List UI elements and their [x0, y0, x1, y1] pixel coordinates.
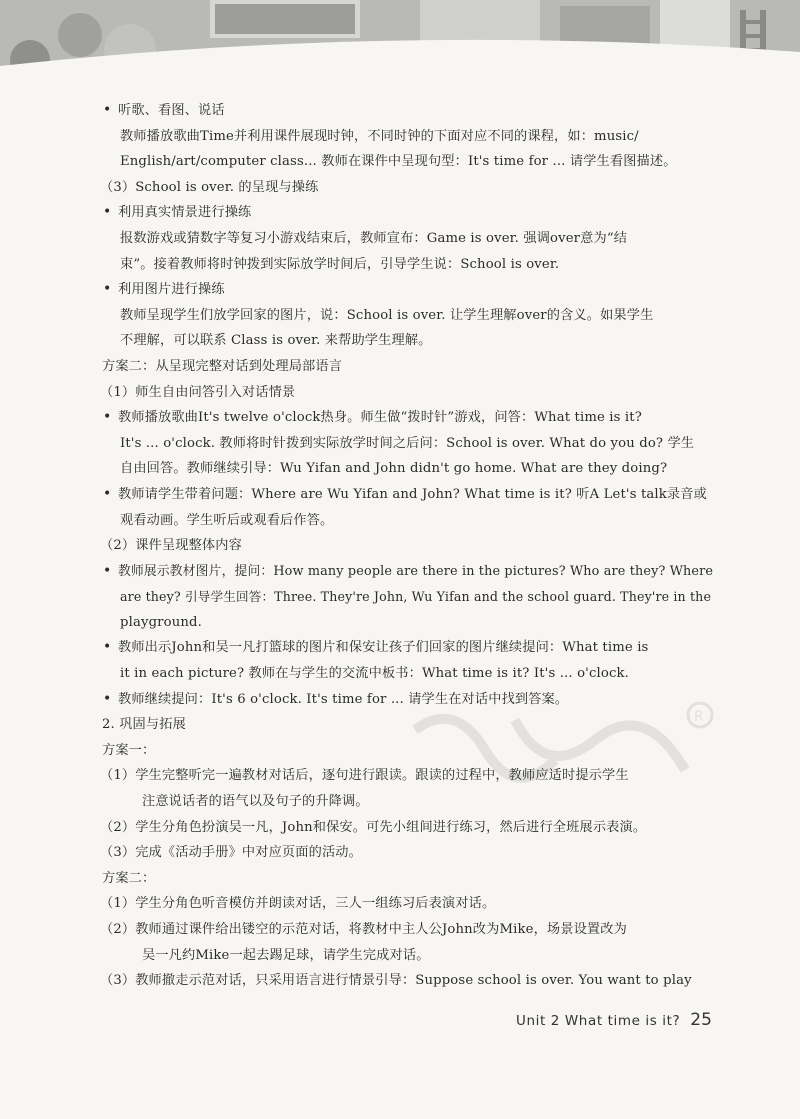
bullet-item: • 教师出示John和吴一凡打篮球的图片和保安让孩子们回家的图片继续提问：What time is — [100, 635, 714, 661]
classroom-illustration-icon — [0, 0, 800, 78]
numbered-item: （2）学生分角色扮演吴一凡，John和保安。可先小组间进行练习，然后进行全班展示表演。 — [100, 819, 647, 835]
numbered-heading: （3）School is over. 的呈现与操练 — [100, 179, 319, 195]
paragraph-line: English/art/computer class... 教师在课件中呈现句型：It's time for ... 请学生看图描述。 — [120, 154, 677, 170]
numbered-item: （3）完成《活动手册》中对应页面的活动。 — [100, 845, 362, 861]
bullet-item: • 教师继续提问：It's 6 o'clock. It's time for ... 请学生在对话中找到答案。 — [100, 687, 714, 713]
bullet-item: • 教师请学生带着问题：Where are Wu Yifan and John? What time is it? 听A Let's talk录音或 — [100, 482, 714, 508]
page-body — [100, 98, 714, 994]
paragraph-line: are they? 引导学生回答：Three. They're John, Wu Yifan and the school guard. They're in the — [120, 589, 712, 605]
plan-heading: 方案一： — [102, 742, 156, 758]
paragraph-line: 教师呈现学生们放学回家的图片，说：School is over. 让学生理解over的含义。如果学生 — [120, 307, 654, 323]
numbered-heading: （1）师生自由问答引入对话情景 — [100, 384, 296, 400]
paragraph-line: 观看动画。学生听后或观看后作答。 — [120, 512, 334, 528]
svg-text:R: R — [694, 709, 704, 725]
paragraph-line: playground. — [120, 614, 202, 630]
page-footer — [516, 1010, 712, 1030]
paragraph-line: It's ... o'clock. 教师将时针拨到实际放学时间之后问：School is over. What do you do? 学生 — [120, 435, 695, 451]
plan-heading: 方案二： — [102, 870, 156, 886]
paragraph-line: 吴一凡约Mike一起去踢足球，请学生完成对话。 — [142, 947, 430, 963]
paragraph-line: 教师播放歌曲Time并利用课件展现时钟，不同时钟的下面对应不同的课程，如：music/ — [120, 128, 639, 144]
numbered-item: （1）学生完整听完一遍教材对话后，逐句进行跟读。跟读的过程中，教师应适时提示学生 — [100, 768, 629, 784]
paragraph-line: 报数游戏或猜数字等复习小游戏结束后，教师宣布：Game is over. 强调over意为“结 — [120, 230, 628, 246]
paragraph-line: 不理解，可以联系 Class is over. 来帮助学生理解。 — [120, 333, 432, 349]
numbered-item: （3）教师撤走示范对话，只采用语言进行情景引导：Suppose school is over. You want to play — [100, 973, 692, 989]
numbered-item: （2）教师通过课件给出镂空的示范对话，将教材中主人公John改为Mike，场景设置改为 — [100, 922, 627, 937]
header-banner-illustration — [0, 0, 800, 78]
page-number: 25 — [690, 1010, 712, 1030]
numbered-heading: （2）课件呈现整体内容 — [100, 538, 242, 554]
paragraph-line: it in each picture? 教师在与学生的交流中板书：What time is it? It's ... o'clock. — [120, 666, 629, 682]
paragraph-line: 注意说话者的语气以及句子的升降调。 — [142, 794, 369, 810]
bullet-item: • 教师播放歌曲It's twelve o'clock热身。师生做“拨时针”游戏，问答：What time is it? — [100, 405, 714, 431]
paragraph-line: 束”。接着教师将时钟拨到实际放学时间后，引导学生说：School is over. — [120, 256, 560, 272]
section-heading: 方案二：从呈现完整对话到处理局部语言 — [102, 358, 343, 374]
bullet-item: • 利用图片进行操练 — [100, 277, 714, 303]
section-heading: 2. 巩固与拓展 — [102, 717, 186, 733]
bullet-item: • 教师展示教材图片，提问：How many people are there in the pictures? Who are they? Where — [100, 559, 714, 585]
bullet-item: • 利用真实情景进行操练 — [100, 200, 714, 226]
paragraph-line: 自由回答。教师继续引导：Wu Yifan and John didn't go home. What are they doing? — [120, 461, 668, 477]
unit-title: Unit 2 What time is it? — [516, 1013, 681, 1029]
bullet-item: • 听歌、看图、说话 — [100, 98, 714, 124]
numbered-item: （1）学生分角色听音模仿并朗读对话，三人一组练习后表演对话。 — [100, 896, 496, 912]
